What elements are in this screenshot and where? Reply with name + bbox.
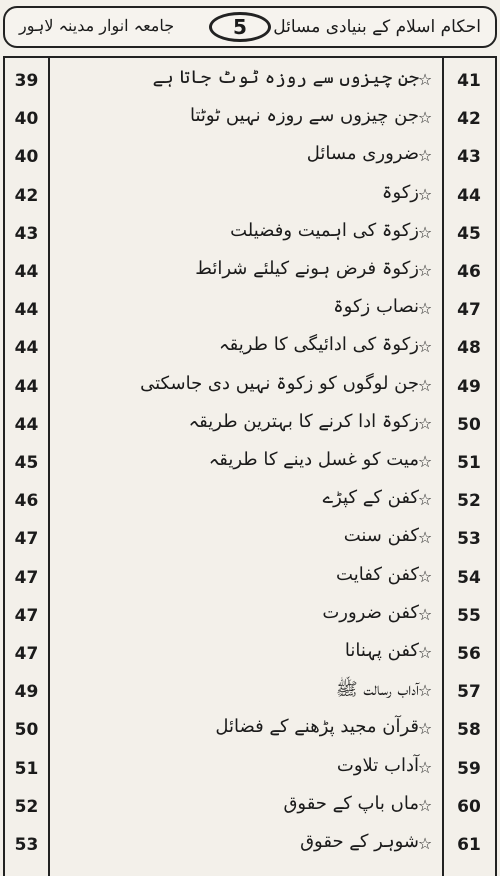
contents-row (5, 635, 495, 673)
entry-title: نصاب زکوۃ (333, 296, 419, 318)
page-ref: 46 (14, 491, 39, 512)
entry-title: شوہر کے حقوق (300, 831, 419, 852)
entry-number: 54 (457, 567, 481, 588)
entry-title: زکوۃ فرض ہونے کیلئے شرائط (195, 258, 419, 279)
entry-number: 53 (457, 529, 481, 550)
contents-row (5, 100, 495, 138)
entry-number: 43 (457, 147, 481, 168)
page-ref: 47 (14, 644, 39, 664)
entry-number: 51 (457, 453, 481, 473)
page-ref: 44 (14, 300, 39, 321)
page-header (3, 6, 497, 48)
entry-number: 60 (457, 796, 481, 817)
contents-row (5, 711, 495, 749)
star-icon: ☆ (417, 375, 433, 395)
page-ref: 47 (14, 605, 39, 626)
star-icon: ☆ (417, 566, 433, 586)
star-icon: ☆ (417, 146, 433, 166)
contents-table (3, 56, 497, 876)
page-ref: 42 (14, 185, 39, 206)
star-icon: ☆ (417, 222, 433, 242)
entry-title: کفن کفایت (336, 563, 419, 585)
star-icon: ☆ (417, 261, 433, 280)
page-ref: 40 (14, 109, 39, 130)
entry-number: 59 (457, 758, 481, 779)
star-icon: ☆ (417, 719, 433, 739)
contents-row (5, 215, 495, 253)
contents-row (5, 482, 495, 520)
entry-number: 56 (457, 644, 481, 664)
page-ref: 39 (14, 71, 39, 91)
star-icon: ☆ (417, 413, 433, 433)
entry-title: زکوۃ (381, 181, 419, 203)
publisher-name: جامعہ انوار مدینہ لاہور (19, 16, 175, 35)
page-ref: 40 (14, 147, 39, 168)
page-ref: 52 (14, 796, 39, 817)
star-icon: ☆ (417, 108, 433, 128)
entry-title: زکوۃ کی ادائیگی کا طریقہ (219, 334, 419, 356)
star-icon: ☆ (417, 490, 433, 510)
entry-title: آداب رسالت ﷺ (335, 679, 419, 701)
star-icon: ☆ (417, 70, 433, 89)
contents-row (5, 444, 495, 482)
page-ref: 51 (14, 758, 39, 779)
entry-number: 61 (457, 835, 481, 855)
star-icon: ☆ (417, 299, 433, 319)
entry-number: 49 (457, 376, 481, 397)
star-icon: ☆ (417, 452, 433, 471)
entry-number: 44 (457, 185, 481, 206)
entry-number: 47 (457, 300, 481, 321)
star-icon: ☆ (417, 681, 433, 701)
entry-number: 50 (457, 414, 481, 435)
entry-title: قرآن مجید پڑھنے کے فضائل (215, 716, 419, 738)
page-ref: 47 (14, 567, 39, 588)
contents-row (5, 673, 495, 711)
contents-row (5, 177, 495, 215)
entry-title: میت کو غسل دینے کا طریقہ (208, 449, 419, 470)
entry-title: کفن سنت (343, 525, 419, 547)
entry-number: 57 (457, 682, 481, 703)
star-icon: ☆ (417, 795, 433, 815)
entry-title: ماں باپ کے حقوق (283, 792, 419, 814)
entry-title: کفن پہنانا (344, 640, 419, 661)
contents-row (5, 788, 495, 826)
contents-row (5, 329, 495, 367)
entry-number: 58 (457, 720, 481, 741)
entry-number: 52 (457, 491, 481, 512)
entry-number: 55 (457, 605, 481, 626)
contents-row (5, 520, 495, 558)
star-icon: ☆ (417, 834, 433, 853)
star-icon: ☆ (417, 528, 433, 548)
contents-row (5, 291, 495, 329)
contents-row (5, 368, 495, 406)
page-ref: 44 (14, 338, 39, 359)
contents-row (5, 253, 495, 291)
star-icon: ☆ (417, 757, 433, 777)
contents-row (5, 62, 495, 100)
page-ref: 43 (14, 223, 39, 244)
entry-number: 48 (457, 338, 481, 359)
entry-title: زکوۃ ادا کرنے کا بہترین طریقہ (188, 410, 419, 432)
contents-row (5, 406, 495, 444)
entry-title: جن لوگوں کو زکوۃ نہیں دی جاسکتی (140, 372, 419, 394)
star-icon: ☆ (417, 604, 433, 624)
entry-title: جن چیزوں سے روزہ ٹوٹ جاتا ہے (152, 67, 419, 88)
book-title: احکام اسلام کے بنیادی مسائل (273, 17, 481, 37)
contents-row (5, 597, 495, 635)
page-ref: 44 (14, 262, 39, 282)
entry-number: 42 (457, 109, 481, 130)
page-ref: 44 (14, 414, 39, 435)
contents-row (5, 559, 495, 597)
page-ref: 45 (14, 453, 39, 473)
page-ref: 50 (14, 720, 39, 741)
entry-title: ضروری مسائل (306, 143, 419, 165)
entry-title: جن چیزوں سے روزہ نہیں ٹوٹتا (189, 105, 419, 127)
entry-number: 45 (457, 223, 481, 244)
entry-title: زکوۃ کی اہمیت وفضیلت (230, 219, 419, 241)
entry-number: 46 (457, 262, 481, 282)
entry-title: آداب تلاوت (336, 754, 419, 776)
star-icon: ☆ (417, 337, 433, 357)
star-icon: ☆ (417, 643, 433, 662)
page-ref: 49 (14, 682, 39, 703)
page-ref: 47 (14, 529, 39, 550)
contents-row (5, 138, 495, 176)
page-number-badge: 5 (209, 12, 271, 42)
page-ref: 44 (14, 376, 39, 397)
contents-row (5, 750, 495, 788)
contents-row (5, 826, 495, 864)
entry-title: کفن ضرورت (322, 601, 419, 623)
star-icon: ☆ (417, 184, 433, 204)
page-ref: 53 (14, 835, 39, 855)
entry-title: کفن کے کپڑے (322, 487, 419, 509)
entry-number: 41 (457, 71, 481, 91)
